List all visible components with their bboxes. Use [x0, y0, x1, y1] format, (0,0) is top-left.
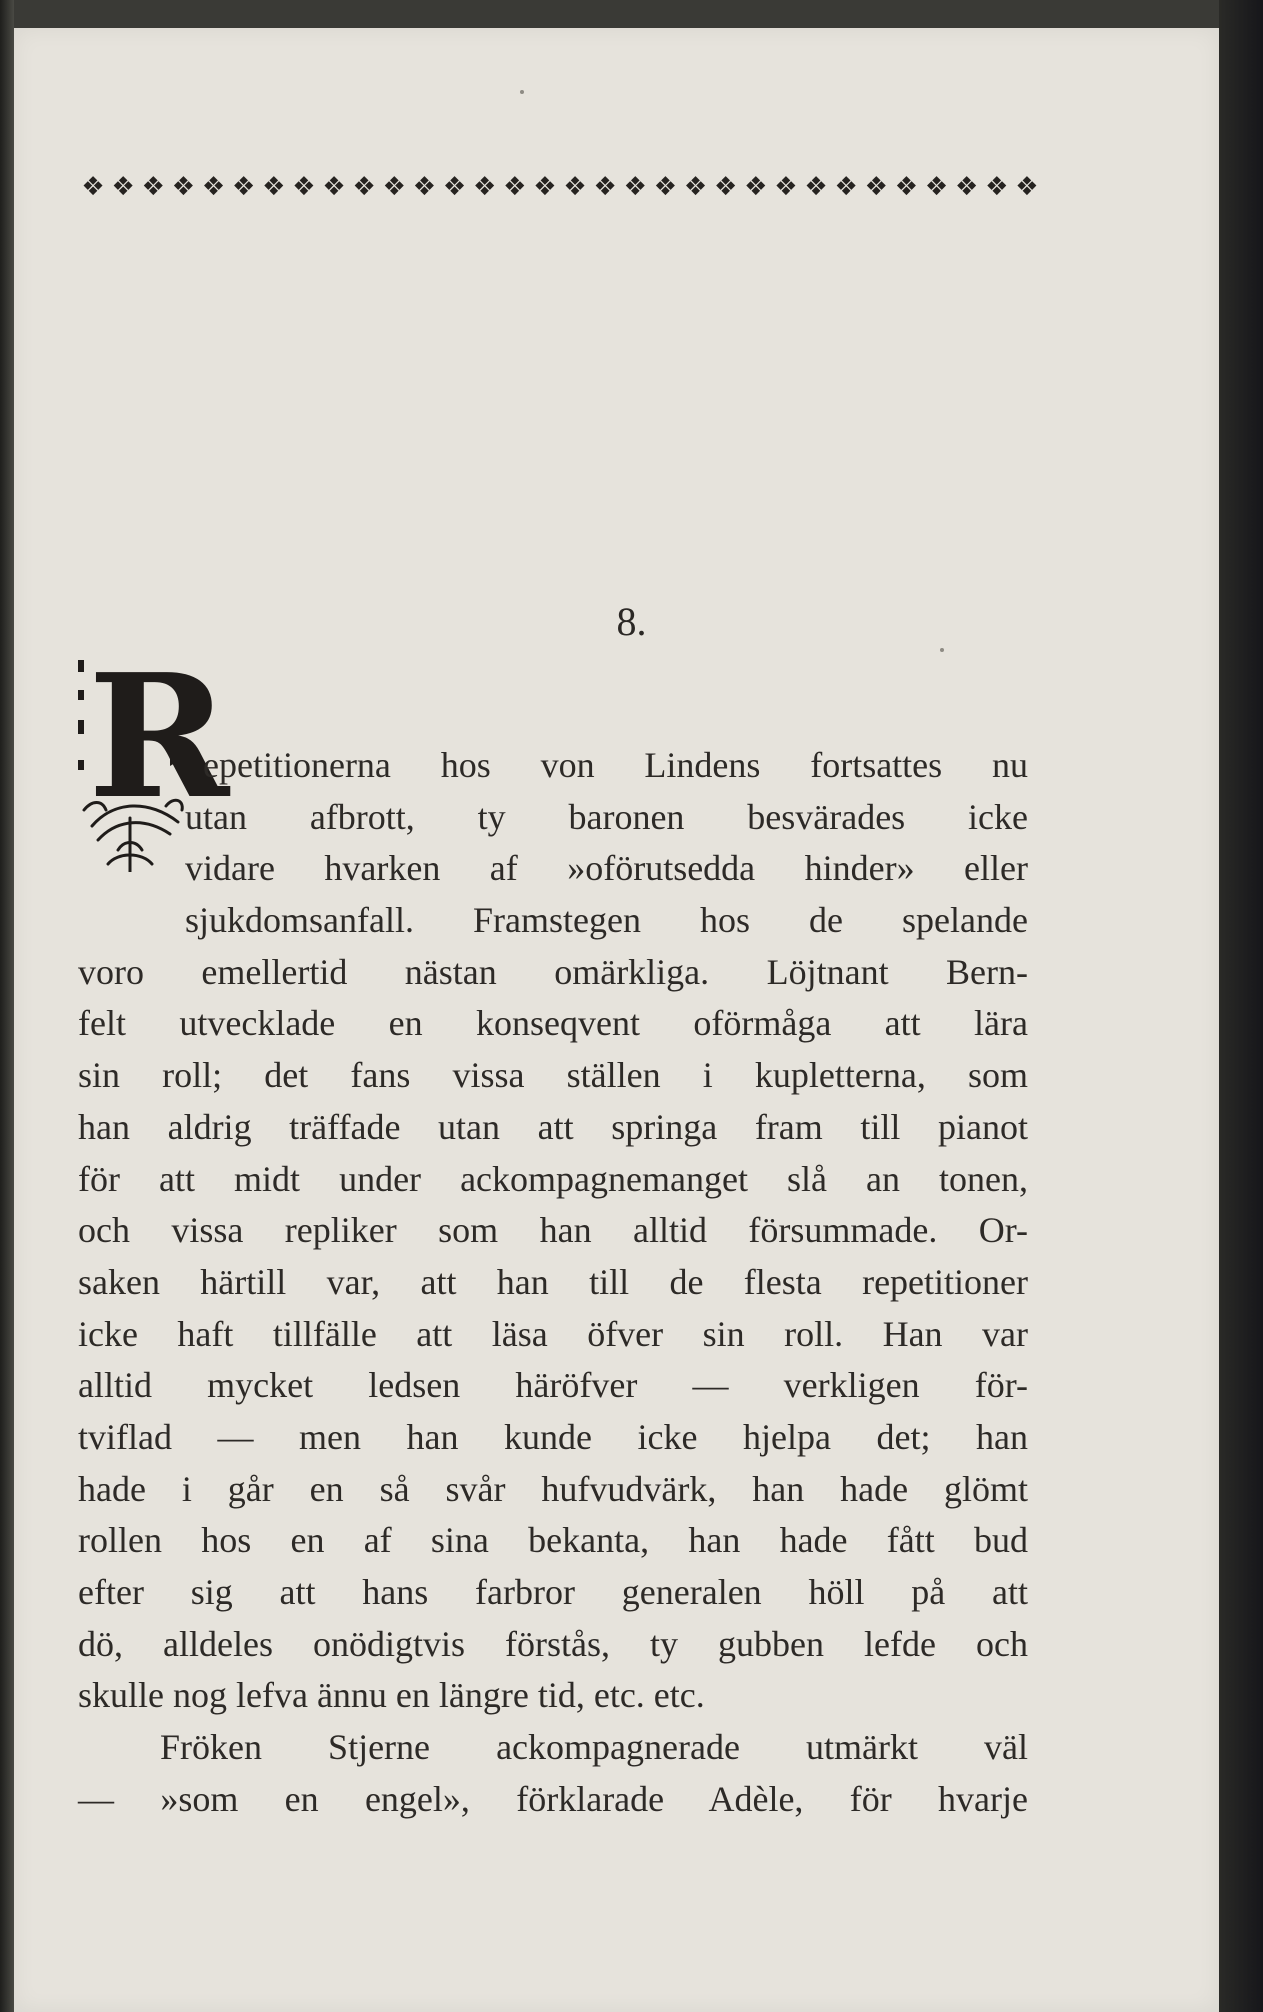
ornament-glyph-icon: ❖	[111, 172, 135, 202]
text-line: rollen hos en af sina bekanta, han hade fått bud	[78, 1520, 1028, 1561]
ornament-glyph-icon: ❖	[894, 172, 919, 202]
ornament-glyph-icon: ❖	[171, 172, 196, 202]
text-line: — »som en engel», förklarade Adèle, för hvarje	[78, 1778, 1028, 1819]
ornament-glyph-icon: ❖	[864, 172, 888, 202]
ornament-glyph-icon: ❖	[774, 172, 798, 202]
ornament-glyph-icon: ❖	[804, 172, 828, 202]
text-line: utan afbrott, ty baronen besvärades icke	[185, 796, 1028, 837]
text-line: alltid mycket ledsen häröfver — verkligen för-	[78, 1365, 1028, 1406]
ornament-glyph-icon: ❖	[412, 172, 437, 202]
text-line: felt utvecklade en konseqvent oförmåga att lära	[78, 1003, 1028, 1044]
ornament-glyph-icon: ❖	[683, 172, 708, 202]
text-line: dö, alldeles onödigtvis förstås, ty gubben lefde och	[78, 1623, 1028, 1664]
text-line: efter sig att hans farbror generalen höll på att	[78, 1572, 1028, 1612]
ornament-glyph-icon: ❖	[442, 172, 467, 202]
text-line: sjukdomsanfall. Framstegen hos de spelande	[185, 900, 1028, 941]
text-line: vidare hvarken af »oförutsedda hinder» eller	[185, 848, 1028, 889]
text-line: han aldrig träffade utan att springa fram till pianot	[78, 1106, 1028, 1147]
text-line: tviflad — men han kunde icke hjelpa det; han	[78, 1416, 1028, 1457]
chapter-number: 8.	[616, 599, 647, 644]
text-line: för att midt under ackompagnemanget slå an tonen,	[78, 1158, 1028, 1199]
body-text	[78, 740, 1028, 1825]
ornament-glyph-icon: ❖	[924, 172, 949, 202]
ornament-glyph-icon: ❖	[834, 172, 858, 202]
ornament-glyph-icon: ❖	[352, 172, 376, 202]
ornament-glyph-icon: ❖	[81, 172, 105, 202]
ornament-glyph-icon: ❖	[623, 172, 647, 202]
ornament-glyph-icon: ❖	[262, 172, 286, 202]
text-line: Fröken Stjerne ackompagnerade utmärkt väl	[160, 1727, 1028, 1768]
text-line: icke haft tillfälle att läsa öfver sin roll. Han var	[78, 1313, 1028, 1354]
ornament-glyph-icon: ❖	[744, 172, 768, 202]
ornament-glyph-icon: ❖	[322, 172, 346, 202]
text-line: saken härtill var, att han till de flesta repetitioner	[78, 1261, 1028, 1302]
text-line: hade i går en så svår hufvudvärk, han hade glömt	[78, 1468, 1028, 1509]
scan-edge-right	[1219, 0, 1263, 2012]
scan-edge-left	[0, 0, 14, 2012]
ornament-glyph-icon: ❖	[653, 172, 678, 202]
ornament-glyph-icon: ❖	[1015, 172, 1039, 202]
ornament-glyph-icon: ❖	[141, 172, 165, 202]
ornament-glyph-icon: ❖	[533, 172, 557, 202]
ornament-glyph-icon: ❖	[231, 172, 256, 202]
ornament-glyph-icon: ❖	[713, 172, 738, 202]
ornament-glyph-icon: ❖	[292, 172, 316, 202]
paper-speck	[940, 648, 944, 652]
ornament-glyph-icon: ❖	[472, 172, 497, 202]
ornament-glyph-icon: ❖	[593, 172, 617, 202]
text-line: epetitionerna hos von Lindens fortsattes nu	[203, 745, 1028, 785]
text-line: och vissa repliker som han alltid försummade. Or-	[78, 1210, 1028, 1251]
text-line: sin roll; det fans vissa ställen i kupletterna, som	[78, 1055, 1028, 1096]
paper-speck	[520, 90, 524, 94]
text-line: voro emellertid nästan omärkliga. Löjtnant Bern-	[78, 951, 1028, 992]
ornament-glyph-icon: ❖	[985, 172, 1009, 202]
drop-cap-letter: R	[88, 637, 230, 837]
ornament-glyph-icon: ❖	[503, 172, 527, 202]
ornament-glyph-icon: ❖	[563, 172, 587, 202]
ornament-glyph-icon: ❖	[201, 172, 226, 202]
ornament-border	[80, 158, 1040, 216]
ornament-glyph-icon: ❖	[382, 172, 406, 202]
ornament-glyph-icon: ❖	[954, 172, 979, 202]
text-line: skulle nog lefva ännu en längre tid, etc. etc.	[78, 1675, 705, 1716]
